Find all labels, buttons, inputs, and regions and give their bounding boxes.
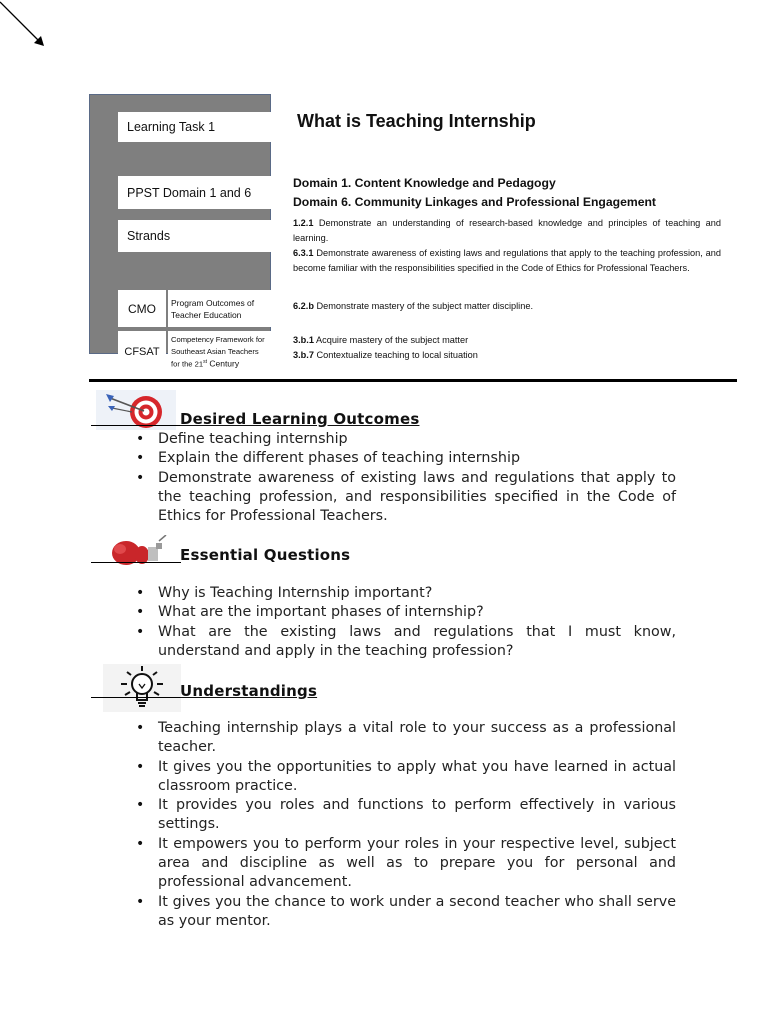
list-item: • Explain the different phases of teaching internship: [136, 449, 676, 468]
questions-list: [136, 584, 676, 661]
cfsat-description: Competency Framework for Southeast Asian Teachers for the 21st Century: [168, 331, 272, 373]
header-divider: [89, 379, 737, 382]
domain-6-heading: Domain 6. Community Linkages and Professional Engagement: [293, 195, 656, 209]
standard-item: 6.3.1 Demonstrate awareness of existing laws and regulations that apply to the teaching profession, and become familiar with the responsibilities specified in the Code of Ethics for Professional Teachers.: [293, 248, 721, 274]
boxing-glove-icon: [104, 535, 170, 569]
list-item: • What are the important phases of internship?: [136, 603, 676, 622]
standard-item: 3.b.1 Acquire mastery of the subject matter: [293, 335, 469, 345]
target-icon: [96, 390, 176, 430]
list-item: • Define teaching internship: [136, 430, 676, 449]
list-item: • It empowers you to perform your roles in your respective level, subject area and discipline as well as to prepare you for personal and professional advancement.: [136, 835, 676, 893]
list-item: • Demonstrate awareness of existing laws and regulations that apply to the teaching profession, and responsibilities specified in the Code of Ethics for Professional Teachers.: [136, 469, 676, 527]
list-item: • It provides you roles and functions to perform effectively in various settings.: [136, 796, 676, 835]
ppst-domain-label: PPST Domain 1 and 6: [118, 176, 272, 209]
cfsat-label: CFSAT: [118, 331, 166, 373]
cmo-description: Program Outcomes of Teacher Education: [168, 290, 272, 327]
standard-item: 6.2.b Demonstrate mastery of the subject matter discipline.: [293, 301, 533, 311]
section-underline: [91, 425, 181, 426]
page-title: What is Teaching Internship: [297, 111, 536, 131]
domain-1-heading: Domain 1. Content Knowledge and Pedagogy: [293, 176, 556, 190]
list-item: • It gives you the chance to work under a second teacher who shall serve as your mentor.: [136, 893, 676, 932]
list-item: • What are the existing laws and regulations that I must know, understand and apply in the teaching profession?: [136, 623, 676, 662]
arrow-icon: [0, 0, 60, 60]
strands-label: Strands: [118, 220, 272, 252]
list-item: • It gives you the opportunities to apply what you have learned in actual classroom practice.: [136, 758, 676, 797]
outcomes-heading: Desired Learning Outcomes: [180, 410, 420, 428]
section-underline: [91, 697, 181, 698]
list-item: • Why is Teaching Internship important?: [136, 584, 676, 603]
outcomes-list: [136, 430, 676, 526]
lightbulb-icon: [103, 664, 181, 712]
cmo-label: CMO: [118, 290, 166, 327]
understandings-list: [136, 719, 676, 931]
questions-heading: Essential Questions: [180, 546, 351, 564]
section-underline: [91, 562, 181, 563]
understandings-heading: Understandings: [180, 682, 318, 700]
learning-task-label: Learning Task 1: [118, 112, 272, 142]
list-item: • Teaching internship plays a vital role to your success as a professional teacher.: [136, 719, 676, 758]
standard-item: 1.2.1 Demonstrate an understanding of research-based knowledge and principles of teaching and learning.: [293, 218, 721, 244]
standard-item: 3.b.7 Contextualize teaching to local situation: [293, 350, 478, 360]
